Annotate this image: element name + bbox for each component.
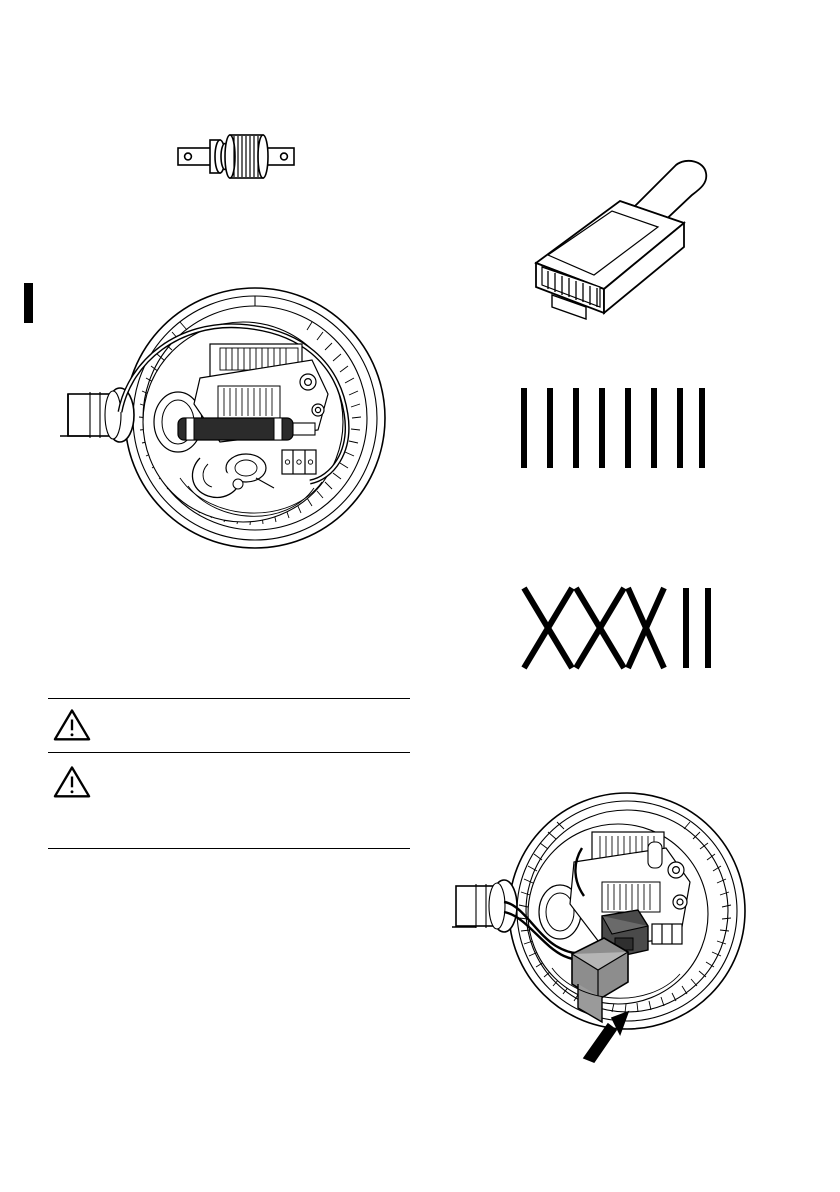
note-warning-1 [52, 706, 92, 747]
change-bar [24, 283, 33, 323]
figure-wires-straight [514, 382, 714, 474]
figure-wires-crossed [514, 582, 716, 674]
note-warning-2 [52, 763, 92, 804]
figure-housing-connector [452, 786, 782, 1076]
rule-top [48, 698, 410, 699]
figure-rj45-plug [508, 155, 718, 320]
warning-triangle-icon [52, 763, 92, 799]
warning-triangle-icon [52, 706, 92, 742]
rule-bottom [48, 848, 410, 849]
figure-housing-open [60, 282, 410, 554]
figure-cable-gland [176, 126, 296, 188]
rule-middle [48, 752, 410, 753]
